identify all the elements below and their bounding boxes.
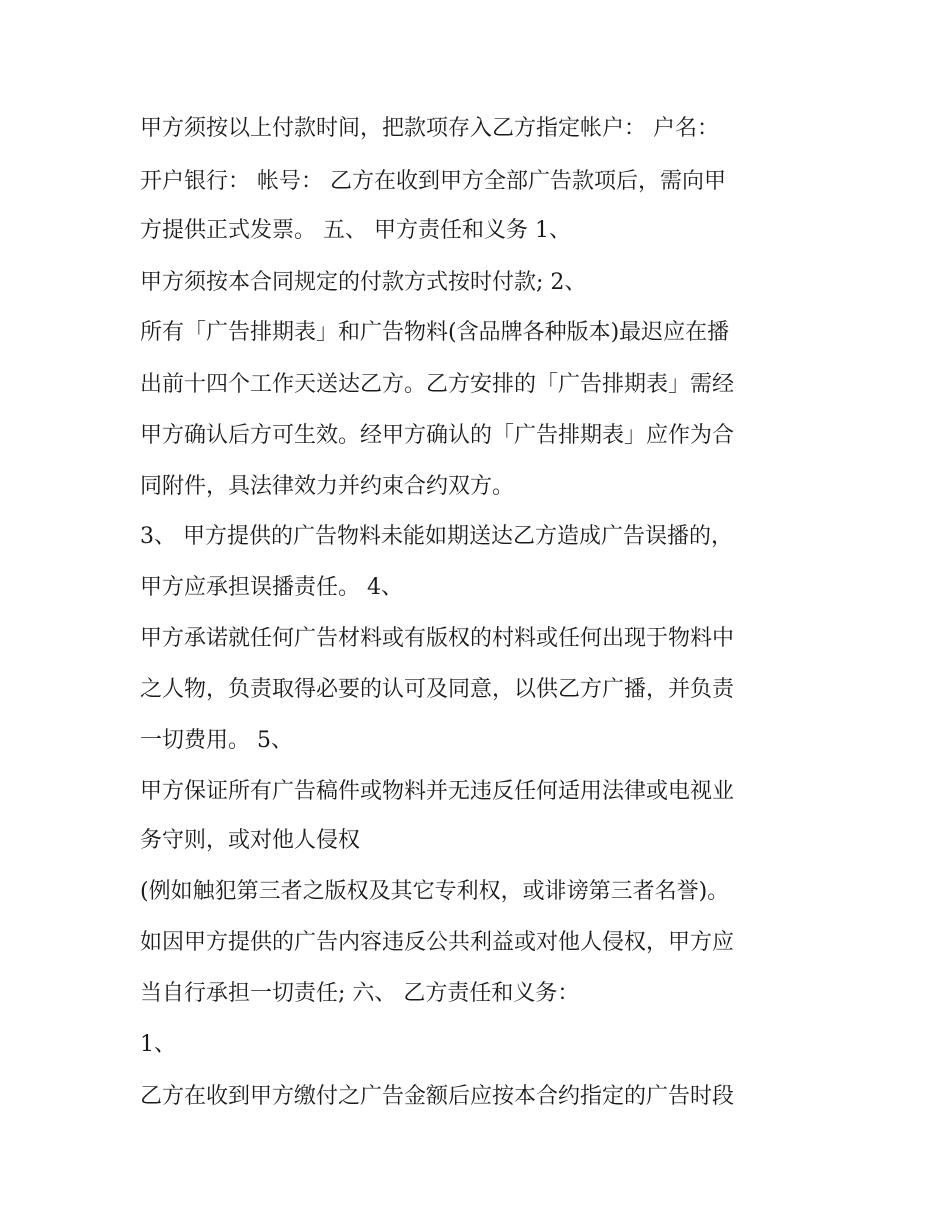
paragraph-line: 1、 xyxy=(140,1032,176,1057)
paragraph-line: 当自行承担一切责任; 六、 乙方责任和义务： xyxy=(140,981,580,1006)
paragraph-line: 开户银行： 帐号： 乙方在收到甲方全部广告款项后，需向甲 xyxy=(140,169,726,194)
paragraph-line: 同附件，具法律效力并约束合约双方。 xyxy=(140,474,515,499)
paragraph-line: 如因甲方提供的广告内容违反公共利益或对他人侵权，甲方应 xyxy=(140,930,735,955)
paragraph-line: 甲方应承担误播责任。 4、 xyxy=(140,575,403,600)
paragraph-line: 方提供正式发票。 五、 甲方责任和义务 1、 xyxy=(140,218,571,243)
paragraph-line: (例如触犯第三者之版权及其它专利权，或诽谤第三者名誉)。 xyxy=(140,879,730,904)
paragraph-line: 所有「广告排期表」和广告物料(含品牌各种版本)最迟应在播 xyxy=(140,320,730,345)
paragraph-line: 务守则，或对他人侵权 xyxy=(140,828,361,853)
paragraph-line: 一切费用。 5、 xyxy=(140,728,293,753)
paragraph-line: 甲方须按以上付款时间，把款项存入乙方指定帐户： 户名： xyxy=(140,116,719,141)
paragraph-line: 乙方在收到甲方缴付之广告金额后应按本合约指定的广告时段 xyxy=(140,1084,735,1109)
paragraph-line: 甲方承诺就任何广告材料或有版权的村料或任何出现于物料中 xyxy=(140,626,735,651)
paragraph-line: 甲方确认后方可生效。经甲方确认的「广告排期表」应作为合 xyxy=(140,423,735,448)
paragraph-line: 甲方须按本合同规定的付款方式按时付款; 2、 xyxy=(140,270,587,295)
paragraph-line: 之人物，负责取得必要的认可及同意，以供乙方广播，并负责 xyxy=(140,677,735,702)
paragraph-line: 出前十四个工作天送达乙方。乙方安排的「广告排期表」需经 xyxy=(140,372,735,397)
paragraph-line: 甲方保证所有广告稿件或物料并无违反任何适用法律或电视业 xyxy=(140,779,735,804)
paragraph-line: 3、 甲方提供的广告物料未能如期送达乙方造成广告误播的， xyxy=(140,524,733,549)
